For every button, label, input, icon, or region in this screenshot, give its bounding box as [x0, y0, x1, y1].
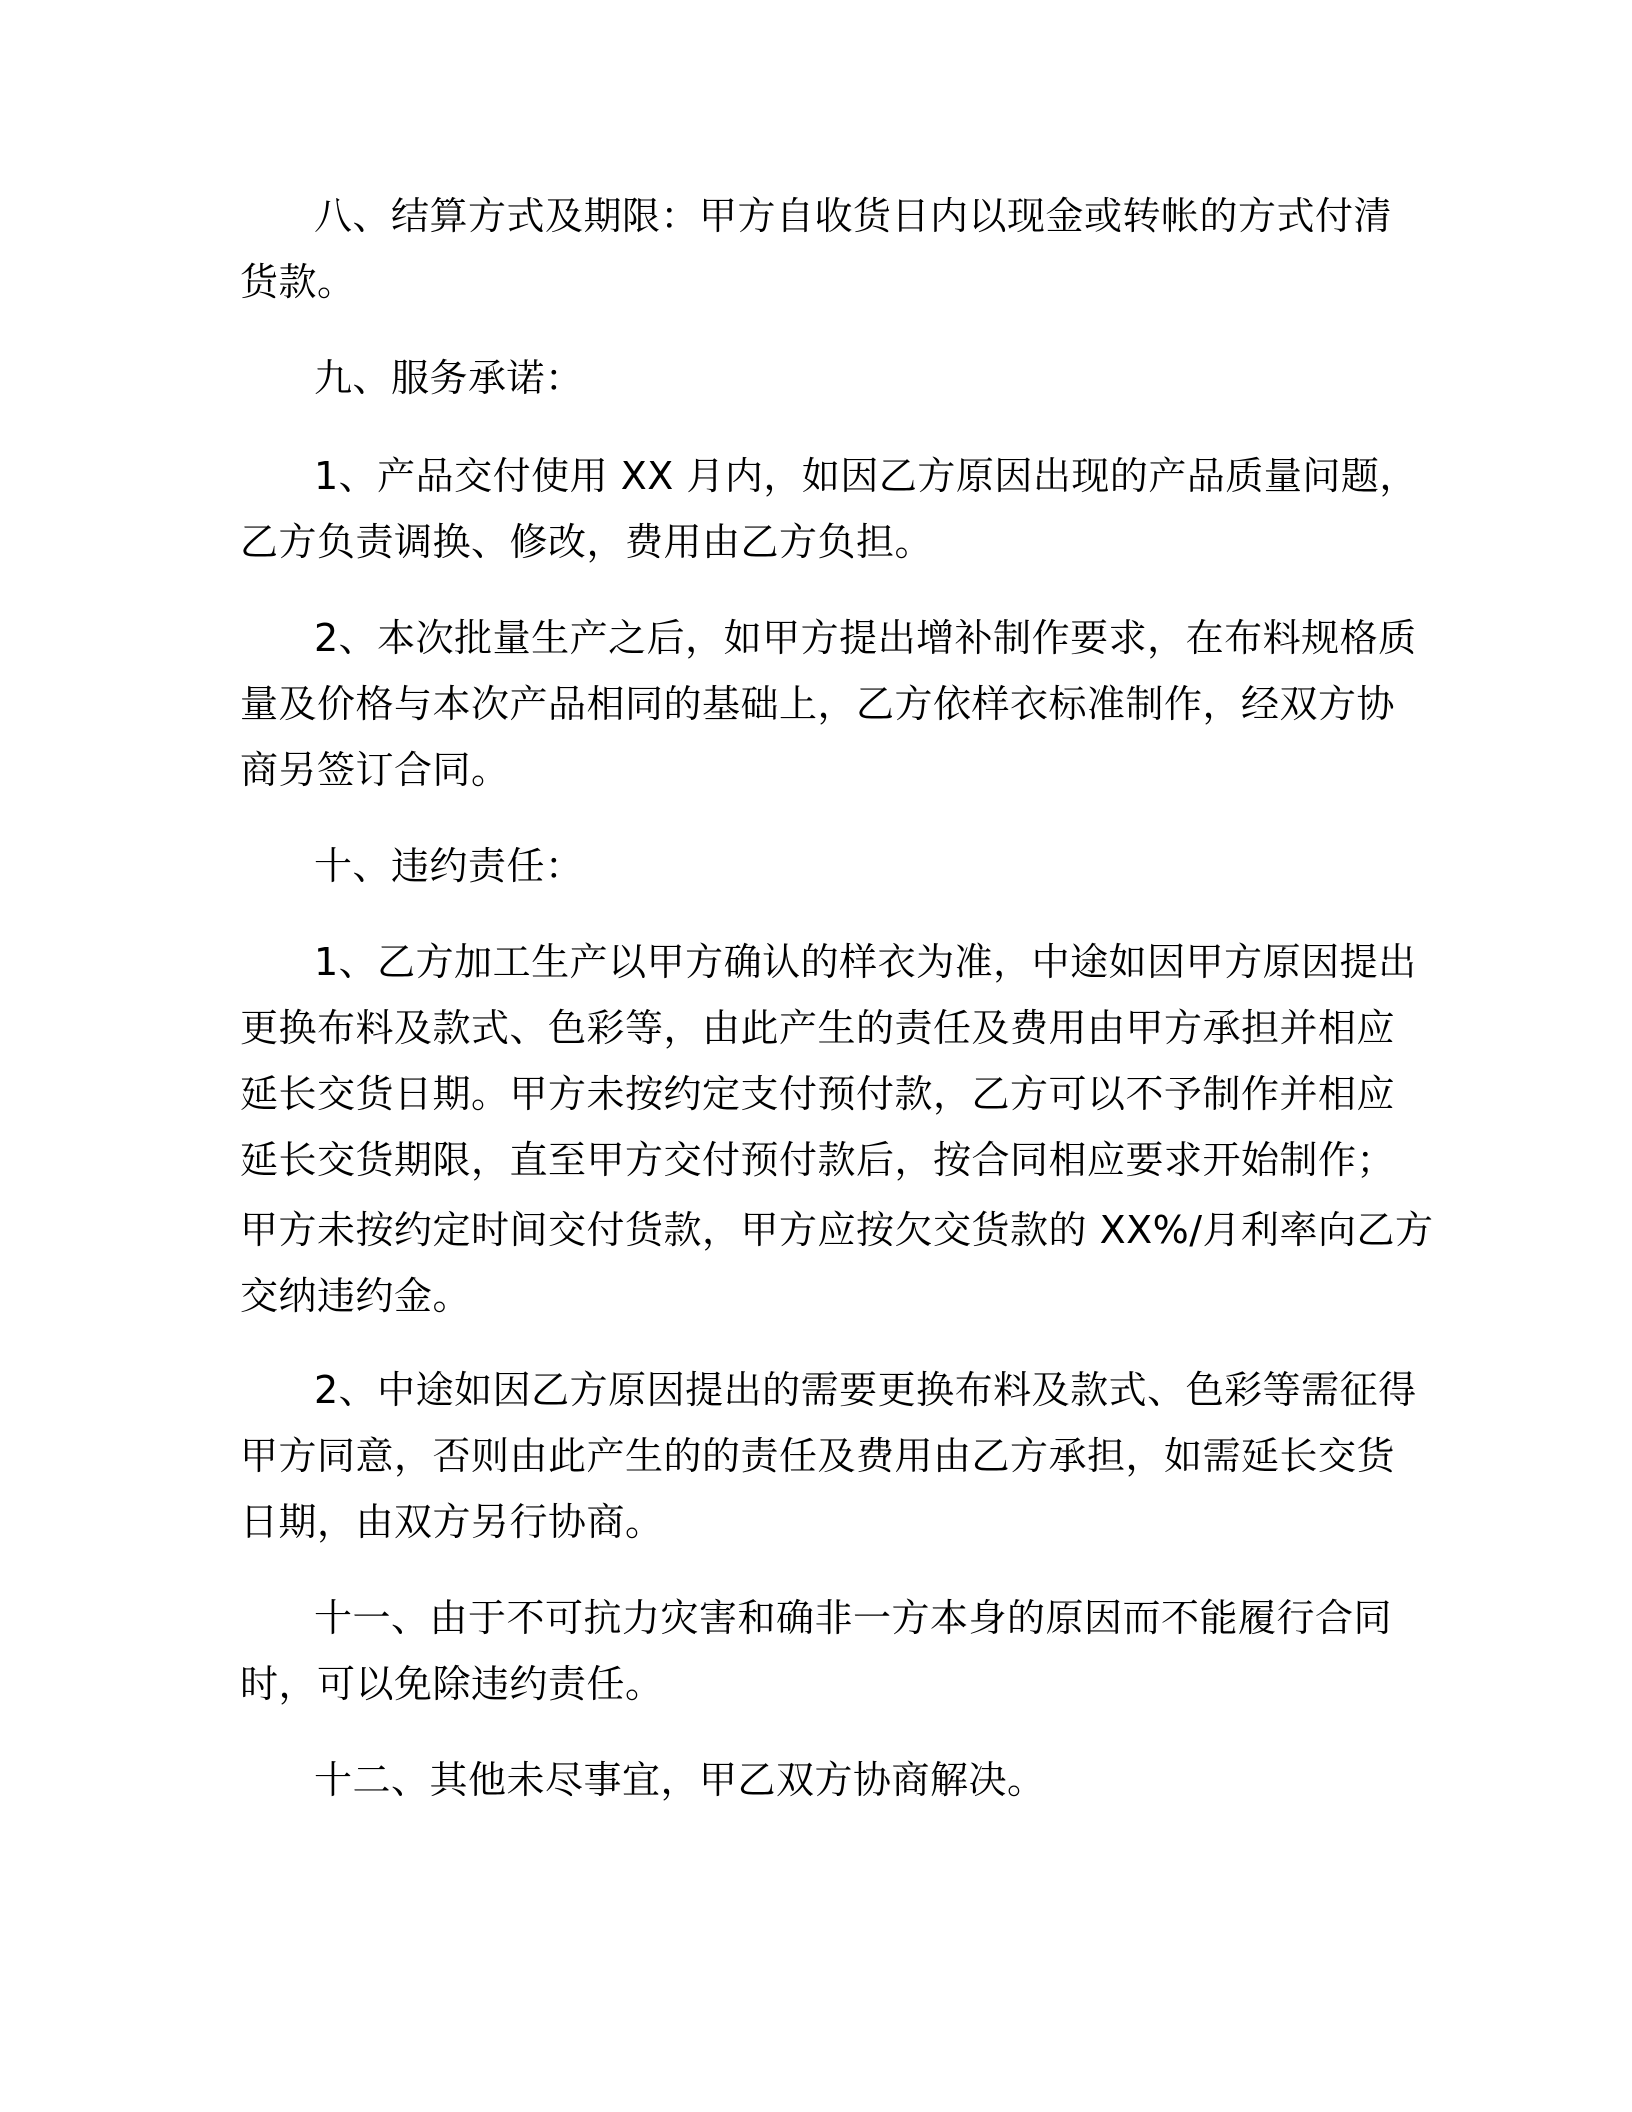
text-line: 1、产品交付使用 XX 月内，如因乙方原因出现的产品质量问题，: [314, 454, 1418, 498]
text-line: 日期，由双方另行协商。: [240, 1500, 664, 1544]
text-line: 延长交货日期。甲方未按约定支付预付款，乙方可以不予制作并相应: [240, 1072, 1396, 1116]
text-line: 量及价格与本次产品相同的基础上，乙方依样衣标准制作，经双方协: [240, 682, 1396, 726]
text-line: 延长交货期限，直至甲方交付预付款后，按合同相应要求开始制作；: [240, 1138, 1396, 1182]
text-line: 1、乙方加工生产以甲方确认的样衣为准，中途如因甲方原因提出: [314, 940, 1417, 984]
text-line: 时，可以免除违约责任。: [240, 1662, 664, 1706]
section-heading: 十、违约责任：: [314, 844, 584, 888]
text-line: 2、本次批量生产之后，如甲方提出增补制作要求，在布料规格质: [314, 616, 1417, 660]
text-line: 商另签订合同。: [240, 748, 510, 792]
text-line: 甲方未按约定时间交付货款，甲方应按欠交货款的 XX%/月利率向乙方: [240, 1208, 1434, 1252]
text-line: 更换布料及款式、色彩等，由此产生的责任及费用由甲方承担并相应: [240, 1006, 1396, 1050]
section-heading: 九、服务承诺：: [314, 356, 584, 400]
text-line: 十二、其他未尽事宜，甲乙双方协商解决。: [314, 1758, 1046, 1802]
text-line: 交纳违约金。: [240, 1274, 472, 1318]
text-line: 货款。: [240, 260, 356, 304]
text-line: 十一、由于不可抗力灾害和确非一方本身的原因而不能履行合同: [314, 1596, 1393, 1640]
text-line: 甲方同意，否则由此产生的的责任及费用由乙方承担，如需延长交货: [240, 1434, 1396, 1478]
text-line: 八、结算方式及期限：甲方自收货日内以现金或转帐的方式付清: [314, 194, 1393, 238]
text-line: 乙方负责调换、修改，费用由乙方负担。: [240, 520, 934, 564]
text-line: 2、中途如因乙方原因提出的需要更换布料及款式、色彩等需征得: [314, 1368, 1417, 1412]
